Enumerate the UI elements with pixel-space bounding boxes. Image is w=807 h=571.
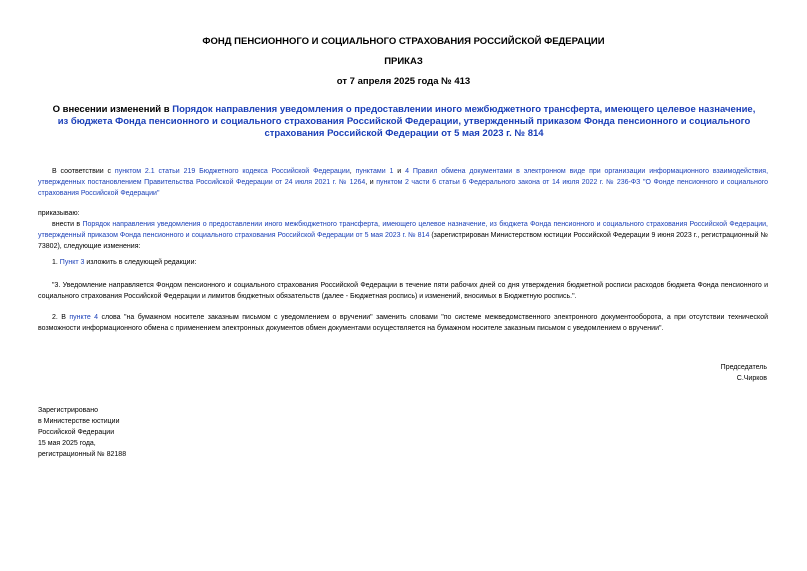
item1-text-2: изложить в следующей редакции:	[84, 259, 197, 266]
document-date-number: от 7 апреля 2025 года № 413	[336, 76, 471, 87]
preamble-link-budget-code[interactable]: пунктом 2.1 статьи 219 Бюджетного кодекса Российской Федерации	[114, 168, 350, 175]
preamble-text-3: и	[393, 168, 406, 175]
preamble-link-points-1[interactable]: пунктами 1	[355, 168, 394, 175]
title-prefix: О внесении изменений в	[52, 104, 173, 115]
registration-line: регистрационный № 82188	[38, 451, 127, 458]
amend-link-procedure[interactable]: Порядок направления уведомления о предоставлении иного межбюджетного трансферта, имеющего целевое назначение, из бюджета Фонда пенсионного и социального страхования Российской Федерации, утвержденный приказом Фонда пенсионного и социального страхования Российской Федерации от 5 мая 2023 г. № 814	[38, 221, 768, 239]
preamble-link-rules[interactable]: 4 Правил обмена документами в электронном виде при организации информационного взаимодействия, утвержденных постановлением Правительства Российской Федерации от 24 июля 2021 г. № 1264	[38, 168, 769, 186]
organization-name: ФОНД ПЕНСИОННОГО И СОЦИАЛЬНОГО СТРАХОВАНИЯ РОССИЙСКОЙ ФЕДЕРАЦИИ	[202, 36, 605, 47]
document-title	[48, 104, 760, 140]
preamble-text-2: ,	[349, 168, 356, 175]
signature-block	[721, 362, 767, 384]
preamble-paragraph	[38, 166, 768, 199]
item1-text-1: 1.	[52, 259, 60, 266]
title-link[interactable]: Порядок направления уведомления о предоставлении иного межбюджетного трансферта, имеющего целевое назначение, из бюджета Фонда пенсионного и социального страхования Российской Федерации, утвержденный приказом Фонда пенсионного и социального страхования Российской Федерации от 5 мая 2023 г. № 814	[57, 104, 756, 139]
amend-text-1: внести в	[52, 221, 83, 228]
item-1-paragraph	[38, 257, 768, 268]
registration-line: в Министерстве юстиции	[38, 418, 120, 425]
item1-link-point-3[interactable]: Пункт 3	[59, 259, 85, 266]
item2-link-point-4[interactable]: пункте 4	[69, 314, 99, 321]
registration-line: Российской Федерации	[38, 429, 115, 436]
amend-text-2: (зарегистрирован Министерством юстиции Российской Федерации 9 июня 2023 г., регистрационный № 73802), следующие изменения:	[38, 232, 768, 250]
registration-line: 15 мая 2025 года,	[38, 440, 96, 447]
preamble-text-4: , и	[365, 179, 377, 186]
amendment-paragraph	[38, 219, 768, 252]
signature-name: С.Чирков	[736, 375, 767, 382]
registration-line: Зарегистрировано	[38, 407, 98, 414]
item2-text-1: 2. В	[52, 314, 70, 321]
orders-line: приказываю:	[38, 210, 80, 217]
registration-block	[38, 405, 126, 460]
document-type: ПРИКАЗ	[384, 56, 423, 67]
item2-text-2: слова "на бумажном носителе заказным письмом с уведомлением о вручении" заменить словами "по системе межведомственного электронного документооборота, а при отсутствии технической возможности информационного обмена с применением электронных документов обмен документами осуществляется на бумажном носителе заказным письмом с уведомлением о вручении".	[38, 314, 768, 332]
item-2-paragraph	[38, 312, 768, 334]
preamble-link-federal-law[interactable]: пунктом 2 части 6 статьи 6 Федерального закона от 14 июля 2022 г. № 236-ФЗ "О Фонде пенсионного и социального страхования Российской Федерации"	[38, 179, 769, 197]
preamble-text-1: В соответствии с	[52, 168, 115, 175]
quote-paragraph: "3. Уведомление направляется Фондом пенсионного и социального страхования Российской Федерации в течение пяти рабочих дней со дня утверждения бюджетной росписи расходов бюджета Фонда пенсионного и социального страхования Российской Федерации и лимитов бюджетных обязательств (далее - Бюджетная роспись) и изменений, вносимых в Бюджетную роспись.".	[38, 282, 768, 300]
signature-position: Председатель	[720, 364, 767, 371]
